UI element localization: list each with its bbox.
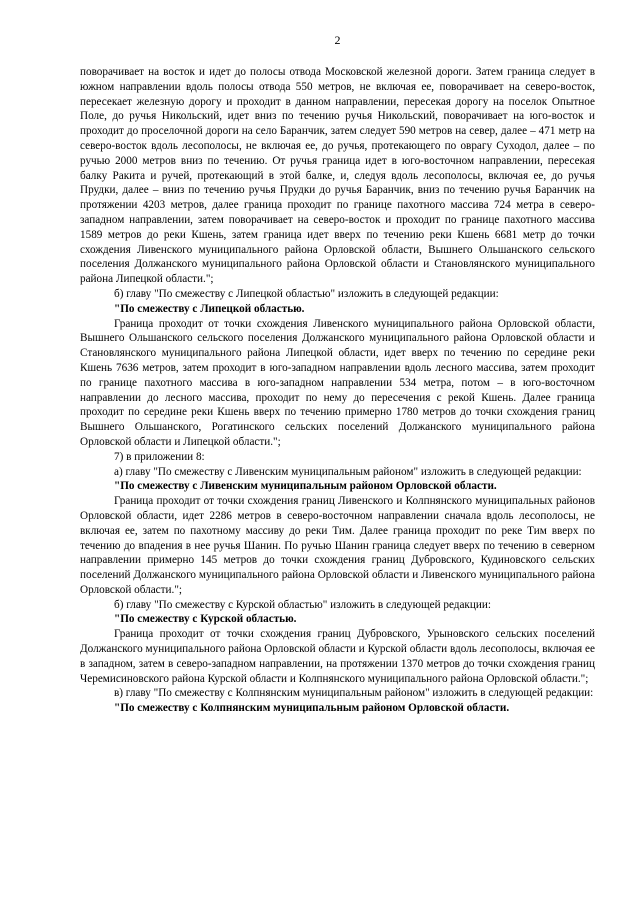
section-heading-kolpny: "По смежеству с Колпнянским муниципальным районом Орловской области. — [114, 702, 510, 715]
paragraph-appendix-8: 7) в приложении 8: — [114, 450, 205, 463]
paragraph-lipetsk-boundary: Граница проходит от точки схождения Ливенского муниципального района Орловской области, Вышнего Ольшанского сельского поселения Должанского муниципального района Орловской области и Становлянского муниципального района Липецкой области, идет вверх по течению по середине реки Кшень 7636 метров, затем проходит в юго-западном направлении вдоль лесного массива, затем проходит по границе пахотного массива в юго-западном направлении 534 метра, потом – в юго-восточном направлении до лесного массива, проходит по нему до пересечения с рекой Кшень. Далее граница проходит по середине реки Кшень вверх по течению примерно 1780 метров до точки схождения границ Вышнего Ольшанского, Рогатинского сельских поселений Должанского муниципального района Орловской области и Липецкой области."; — [80, 317, 595, 448]
paragraph-livny-boundary: Граница проходит от точки схождения границ Ливенского и Колпнянского муниципальных районов Орловской области, идет 2286 метров в северо-восточном направлении сначала вдоль лесополосы, не включая ее, затем по пахотному массиву до реки Тим. Далее граница проходит по реке Тим вверх по течению до впадения в нее ручья Шанин. По ручью Шанин граница следует вверх по течению в северном направлении примерно 145 метров до точки схождения границ Дубровского, Кудиновского сельских поселений Должанского муниципального района Орловской области и Ливенского муниципального района Орловской области."; — [80, 495, 595, 596]
paragraph-continuation: поворачивает на восток и идет до полосы отвода Московской железной дороги. Затем граница следует в южном направлении вдоль полосы отвода 550 метров, не включая ее, поворачивает на северо-восток, пересекает железную дорогу и проходит в данном направлении, пересекая дорогу на поселок Опытное Поле, до ручья Никольский, идет вниз по течению ручья Никольский, поворачивает на юго-восток и проходит до проселочной дороги на село Баранчик, затем следует 590 метров на север, далее – 471 метр на северо-восток вдоль лесополосы, не включая ее, до ручья, протекающего по оврагу Суходол, далее – по ручью 2000 метров вниз по течению. От ручья граница идет в юго-восточном направлении, пересекая балку Ракита и ручей, протекающий в этой балке, и, следуя вдоль лесополосы, включая ее, до ручья Прудки, далее – вниз по течению ручья Прудки до ручья Баранчик, вниз по течению ручья Баранчик на протяжении 4203 метров, далее граница проходит по границе пахотного массива 724 метра в северо-западном направлении, затем поворачивает на северо-восток и проходит по границе пахотного массива 1589 метров до реки Кшень, затем граница идет вверх по течению реки Кшень 6681 метр до точки схождения Ливенского муниципального района Орловской области, Вышнего Ольшанского сельского поселения Должанского муниципального района Орловской области и Становлянского муниципального района Липецкой области."; — [80, 66, 595, 286]
paragraph-amendment-v-kolpny: в) главу "По смежеству с Колпнянским муниципальным районом" изложить в следующей редакции: — [114, 687, 594, 700]
section-heading-lipetsk: "По смежеству с Липецкой областью. — [114, 302, 305, 315]
page-number: 2 — [334, 33, 341, 47]
section-heading-kursk: "По смежеству с Курской областью. — [114, 613, 297, 626]
paragraph-amendment-b-lipetsk: б) главу "По смежеству с Липецкой областью" изложить в следующей редакции: — [114, 287, 499, 300]
paragraph-amendment-a-livny: а) главу "По смежеству с Ливенским муниципальным районом" изложить в следующей редакции: — [114, 465, 582, 478]
paragraph-kursk-boundary: Граница проходит от точки схождения границ Дубровского, Урыновского сельских поселений Должанского муниципального района Орловской области и Курской области вдоль лесополосы, включая ее в западном, затем в северо-западном направлении, на протяжении 1370 метров до точки схождения границ Черемисиновского района Курской области и Колпнянского муниципального района Орловской области."; — [80, 628, 595, 685]
section-heading-livny: "По смежеству с Ливенским муниципальным районом Орловской области. — [114, 480, 497, 493]
document-body — [80, 65, 595, 716]
document-page — [80, 0, 595, 905]
paragraph-amendment-b-kursk: б) главу "По смежеству с Курской областью" изложить в следующей редакции: — [114, 598, 491, 611]
